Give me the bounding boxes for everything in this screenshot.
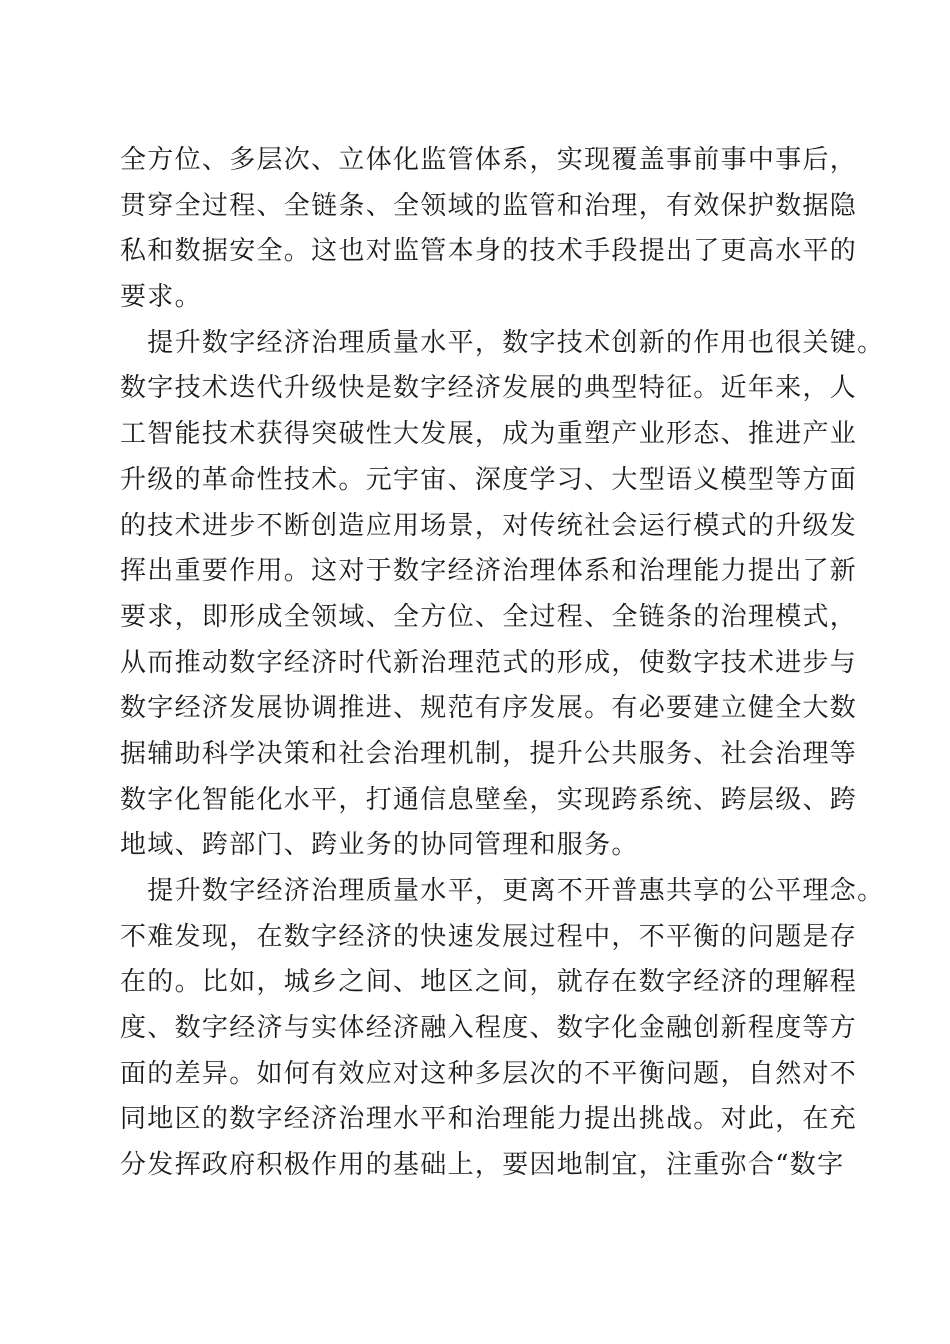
text-line: 度、数字经济与实体经济融入程度、数字化金融创新程度等方 bbox=[120, 1013, 858, 1044]
text-line: 数字经济发展协调推进、规范有序发展。有必要建立健全大数 bbox=[120, 693, 858, 724]
text-line: 要求。 bbox=[120, 282, 202, 313]
text-line: 私和数据安全。这也对监管本身的技术手段提出了更高水平的 bbox=[120, 236, 858, 267]
text-line: 要求，即形成全领域、全方位、全过程、全链条的治理模式， bbox=[120, 601, 858, 632]
text-line: 地域、跨部门、跨业务的协同管理和服务。 bbox=[120, 830, 639, 861]
paragraph-start-line: 提升数字经济治理质量水平，更离不开普惠共享的公平理念。 bbox=[120, 876, 885, 906]
text-line: 在的。比如，城乡之间、地区之间，就存在数字经济的理解程 bbox=[120, 967, 858, 998]
text-line: 面的差异。如何有效应对这种多层次的不平衡问题，自然对不 bbox=[120, 1058, 858, 1089]
text-line: 数字化智能化水平，打通信息壁垒，实现跨系统、跨层级、跨 bbox=[120, 784, 858, 815]
text-line: 同地区的数字经济治理水平和治理能力提出挑战。对此，在充 bbox=[120, 1104, 858, 1135]
text-line: 升级的革命性技术。元宇宙、深度学习、大型语义模型等方面 bbox=[120, 464, 858, 495]
text-line: 工智能技术获得突破性大发展，成为重塑产业形态、推进产业 bbox=[120, 419, 858, 450]
text-line: 数字技术迭代升级快是数字经济发展的典型特征。近年来，人 bbox=[120, 373, 858, 404]
text-line: 据辅助科学决策和社会治理机制，提升公共服务、社会治理等 bbox=[120, 738, 858, 769]
text-line: 分发挥政府积极作用的基础上，要因地制宜，注重弥合“数字 bbox=[120, 1150, 845, 1181]
text-line: 从而推动数字经济时代新治理范式的形成，使数字技术进步与 bbox=[120, 647, 858, 678]
text-line: 全方位、多层次、立体化监管体系，实现覆盖事前事中事后， bbox=[120, 145, 858, 175]
paragraph-start-line: 提升数字经济治理质量水平，数字技术创新的作用也很关键。 bbox=[120, 327, 885, 358]
text-line: 贯穿全过程、全链条、全领域的监管和治理，有效保护数据隐 bbox=[120, 190, 858, 221]
body-text bbox=[120, 138, 885, 1189]
text-line: 的技术进步不断创造应用场景，对传统社会运行模式的升级发 bbox=[120, 510, 858, 541]
text-line: 不难发现，在数字经济的快速发展过程中，不平衡的问题是存 bbox=[120, 921, 858, 952]
text-line: 挥出重要作用。这对于数字经济治理体系和治理能力提出了新 bbox=[120, 556, 858, 587]
